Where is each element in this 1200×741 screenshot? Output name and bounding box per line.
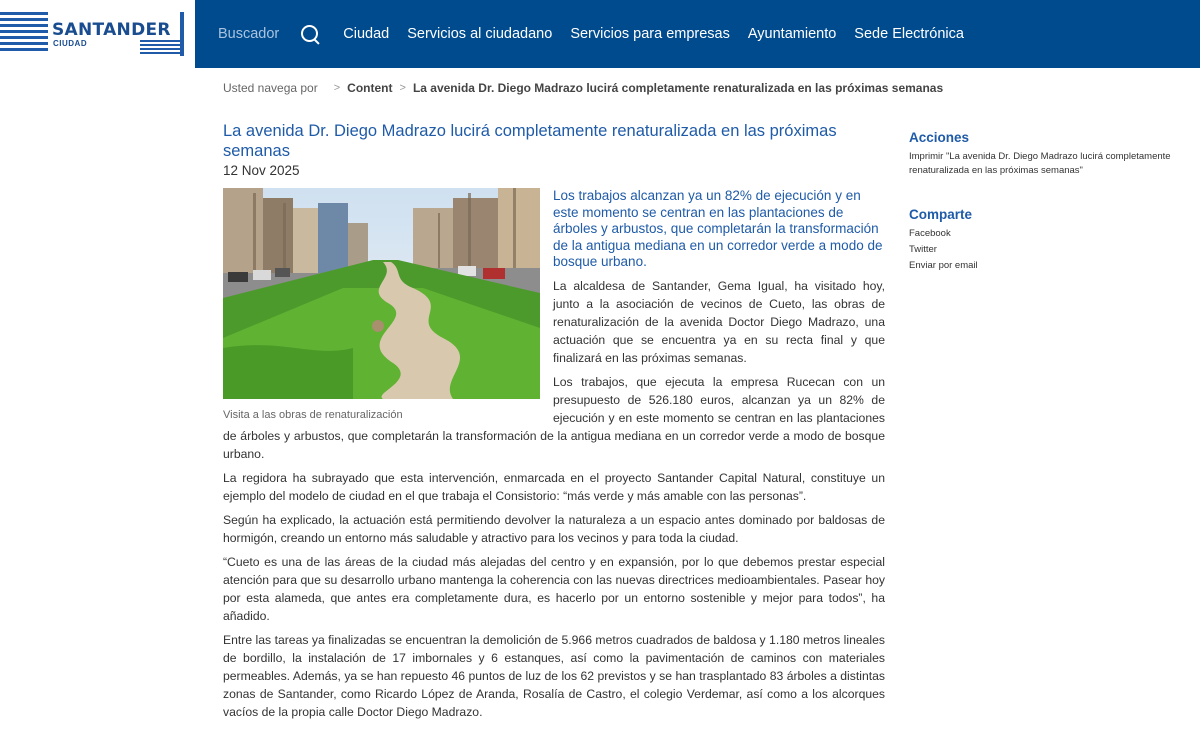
logo-subtext: CIUDAD	[53, 39, 88, 48]
article-paragraph: La alcaldesa de Santander, Gema Igual, ha visitado hoy, junto a la asociación de vecinos de Cueto, las obras de renaturalización de la avenida Doctor Diego Madrazo, una actuación que se encuentra ya en su recta final y que finalizará en las próximas semanas.	[553, 278, 885, 365]
breadcrumb-content-link[interactable]: Content	[347, 81, 393, 95]
nav-servicios-ciudadano[interactable]: Servicios al ciudadano	[407, 26, 553, 42]
breadcrumb-intro: Usted navega por	[223, 81, 318, 95]
breadcrumb-separator: >	[333, 82, 341, 94]
logo-stripes-right	[140, 40, 184, 56]
nav-sede-electronica[interactable]: Sede Electrónica	[854, 26, 964, 42]
main-nav	[343, 26, 982, 42]
article-paragraph: Entre las tareas ya finalizadas se encuentran la demolición de 5.966 metros cuadrados de baldosa y 1.180 metros lineales de bordillo, la instalación de 17 imbornales y 6 estanques, así como la pavimentación de caminos con materiales permeables. Además, ya se han repuesto 46 puntos de luz de los 62 previstos y se han trasplantado 83 árboles a distintas zonas de Santander, como Ricardo López de Aranda, Rosalía de Castro, el colegio Verdemar, así como a los alcorques vacíos de la propia calle Doctor Diego Madrazo.	[223, 632, 885, 719]
top-navigation-bar	[195, 0, 1200, 68]
share-twitter-link[interactable]: Twitter	[909, 244, 937, 255]
article-figure	[223, 188, 540, 421]
breadcrumb-current: La avenida Dr. Diego Madrazo lucirá completamente renaturalizada en las próximas semanas	[412, 81, 944, 95]
logo-stripes-graphic	[0, 12, 48, 58]
share-heading: Comparte	[909, 207, 973, 222]
nav-ayuntamiento[interactable]: Ayuntamiento	[747, 26, 837, 42]
article	[223, 121, 885, 721]
article-paragraph: Los trabajos, que ejecuta la empresa Rucecan con un presupuesto de 526.180 euros, alcanzan ya un 82% de ejecución y en este momento se centran en las plantaciones de árboles y arbustos, que completarán la transformación de la antigua mediana en un corredor verde a modo de bosque urbano.	[223, 374, 885, 461]
article-paragraph: “Cueto es una de las áreas de la ciudad más alejadas del centro y en expansión, por lo que debemos prestar especial atención para que su desarrollo urbano mantenga la coherencia con las nuevas directrices medioambientales. Pasear hoy por esta alameda, que antes era completamente dura, es hacerlo por un entorno sostenible y mejor para todos”, ha añadido.	[223, 554, 885, 623]
sidebar	[909, 130, 1199, 274]
actions-heading: Acciones	[909, 130, 970, 145]
article-photo[interactable]	[223, 188, 540, 399]
logo-text: SANTANDER	[52, 20, 171, 40]
breadcrumb	[223, 81, 943, 95]
nav-ciudad[interactable]: Ciudad	[343, 26, 390, 42]
breadcrumb-separator: >	[399, 82, 406, 94]
share-list	[909, 226, 1199, 274]
article-lead: Los trabajos alcanzan ya un 82% de ejecución y en este momento se centran en las plantaciones de árboles y arbustos, que completarán la transformación de la antigua mediana en un corredor verde a modo de bosque urbano.	[553, 188, 883, 269]
article-date: 12 Nov 2025	[223, 163, 300, 178]
nav-servicios-empresas[interactable]: Servicios para empresas	[570, 26, 730, 42]
print-link[interactable]: Imprimir "La avenida Dr. Diego Madrazo lucirá completamente renaturalizada en las próximas semanas"	[909, 151, 1171, 176]
share-facebook-link[interactable]: Facebook	[909, 228, 951, 239]
article-title: La avenida Dr. Diego Madrazo lucirá completamente renaturalizada en las próximas semanas	[223, 122, 837, 160]
article-paragraph: La regidora ha subrayado que esta intervención, enmarcada en el proyecto Santander Capital Natural, constituye un ejemplo del modelo de ciudad en el que trabaja el Consistorio: “más verde y más amable con las personas”.	[223, 470, 885, 503]
site-logo[interactable]	[0, 0, 195, 68]
search-icon[interactable]	[299, 23, 321, 45]
photo-caption: Visita a las obras de renaturalización	[223, 409, 403, 421]
search-label[interactable]: Buscador	[218, 26, 280, 42]
article-paragraph: Según ha explicado, la actuación está permitiendo devolver la naturaleza a un espacio antes dominado por baldosas de hormigón, creando un entorno más saludable y atractivo para los vecinos y para toda la ciudad.	[223, 512, 885, 545]
share-email-link[interactable]: Enviar por email	[909, 260, 978, 271]
